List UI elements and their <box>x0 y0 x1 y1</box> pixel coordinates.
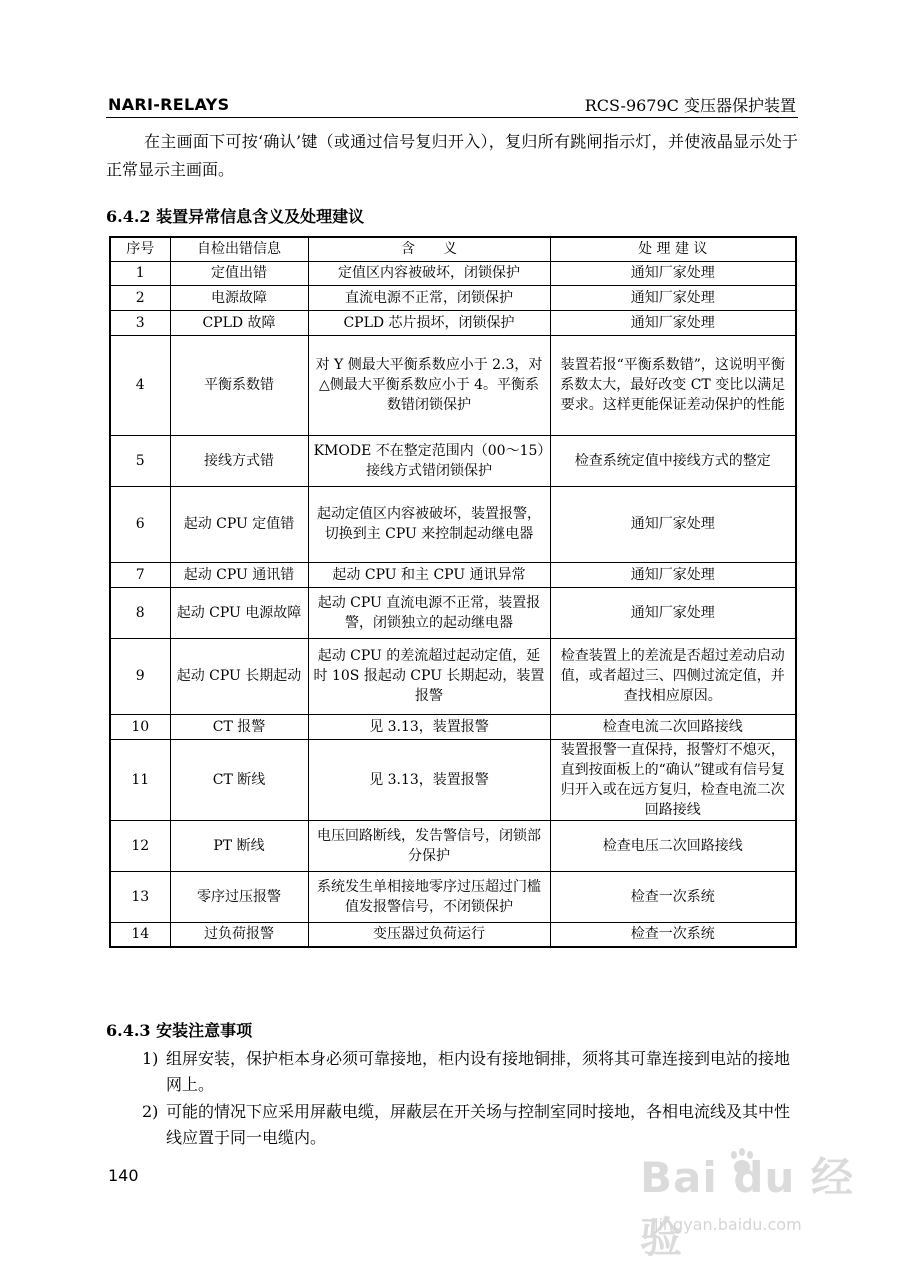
cell-no: 7 <box>110 562 170 587</box>
table-row <box>110 714 796 739</box>
cell-info: 起动 CPU 通讯错 <box>170 562 308 587</box>
cell-meaning: 起动 CPU 的差流超过起动定值，延时 10S 报起动 CPU 长期起动，装置报警 <box>308 638 550 714</box>
table-row <box>110 587 796 638</box>
cell-meaning: KMODE 不在整定范围内（00～15）接线方式错闭锁保护 <box>308 435 550 486</box>
cell-meaning: 电压回路断线，发告警信号，闭锁部分保护 <box>308 820 550 871</box>
table-row <box>110 820 796 871</box>
table-row <box>110 739 796 820</box>
table-header-row <box>110 237 796 261</box>
cell-meaning: 起动定值区内容被破坏，装置报警，切换到主 CPU 来控制起动继电器 <box>308 486 550 562</box>
error-info-table <box>109 236 797 948</box>
paw-icon <box>728 1147 756 1177</box>
cell-no: 14 <box>110 922 170 947</box>
cell-no: 3 <box>110 310 170 335</box>
cell-info: 起动 CPU 长期起动 <box>170 638 308 714</box>
cell-advice: 通知厂家处理 <box>550 310 796 335</box>
cell-advice: 通知厂家处理 <box>550 587 796 638</box>
table-row <box>110 871 796 922</box>
col-header-meaning: 含 义 <box>308 237 550 261</box>
cell-info: 电源故障 <box>170 285 308 310</box>
list-item-number: 2) <box>142 1102 159 1121</box>
cell-no: 1 <box>110 261 170 285</box>
table-row <box>110 562 796 587</box>
cell-no: 8 <box>110 587 170 638</box>
cell-advice: 通知厂家处理 <box>550 285 796 310</box>
table-row <box>110 285 796 310</box>
cell-no: 6 <box>110 486 170 562</box>
header-title: RCS-9679C 变压器保护装置 <box>584 96 796 115</box>
cell-info: 零序过压报警 <box>170 871 308 922</box>
cell-info: 起动 CPU 电源故障 <box>170 587 308 638</box>
cell-info: CPLD 故障 <box>170 310 308 335</box>
cell-info: 定值出错 <box>170 261 308 285</box>
cell-info: 过负荷报警 <box>170 922 308 947</box>
cell-meaning: 定值区内容被破坏，闭锁保护 <box>308 261 550 285</box>
cell-advice: 装置报警一直保持，报警灯不熄灭，直到按面板上的“确认”键或有信号复归开入或在远方复归，检查电流二次回路接线 <box>550 739 796 820</box>
list-item-text: 可能的情况下应采用屏蔽电缆，屏蔽层在开关场与控制室同时接地，各相电流线及其中性线应置于同一电缆内。 <box>166 1102 791 1147</box>
table-row <box>110 435 796 486</box>
cell-meaning: 变压器过负荷运行 <box>308 922 550 947</box>
table-row <box>110 310 796 335</box>
list-item <box>106 1099 798 1151</box>
table-body <box>110 261 796 947</box>
cell-advice: 检查系统定值中接线方式的整定 <box>550 435 796 486</box>
cell-info: 接线方式错 <box>170 435 308 486</box>
col-header-no: 序号 <box>110 237 170 261</box>
table-row <box>110 922 796 947</box>
col-header-info: 自检出错信息 <box>170 237 308 261</box>
list-item <box>106 1046 798 1098</box>
table-row <box>110 486 796 562</box>
table-row <box>110 638 796 714</box>
cell-advice: 检查装置上的差流是否超过差动启动值，或者超过三、四侧过流定值，并查找相应原因。 <box>550 638 796 714</box>
cell-advice: 通知厂家处理 <box>550 486 796 562</box>
cell-no: 9 <box>110 638 170 714</box>
cell-advice: 通知厂家处理 <box>550 261 796 285</box>
cell-advice: 检查电压二次回路接线 <box>550 820 796 871</box>
cell-info: 平衡系数错 <box>170 335 308 435</box>
watermark-logo: Bai du 经验 <box>640 1153 854 1262</box>
watermark-url: jingyan.baidu.com <box>654 1215 802 1234</box>
cell-meaning: 起动 CPU 直流电源不正常，装置报警，闭锁独立的起动继电器 <box>308 587 550 638</box>
cell-meaning: 见 3.13，装置报警 <box>308 739 550 820</box>
cell-meaning: 见 3.13，装置报警 <box>308 714 550 739</box>
cell-no: 13 <box>110 871 170 922</box>
cell-info: 起动 CPU 定值错 <box>170 486 308 562</box>
cell-no: 10 <box>110 714 170 739</box>
install-notes-list <box>106 1046 798 1152</box>
cell-meaning: 起动 CPU 和主 CPU 通讯异常 <box>308 562 550 587</box>
list-item-text: 组屏安装，保护柜本身必须可靠接地，柜内设有接地铜排，须将其可靠连接到电站的接地网上。 <box>166 1049 791 1094</box>
cell-no: 4 <box>110 335 170 435</box>
cell-advice: 检查一次系统 <box>550 871 796 922</box>
cell-no: 2 <box>110 285 170 310</box>
cell-info: CT 报警 <box>170 714 308 739</box>
baidu-jingyan-watermark <box>640 1145 880 1262</box>
section-heading-642: 6.4.2 装置异常信息含义及处理建议 <box>106 207 365 226</box>
cell-advice: 装置若报“平衡系数错”，这说明平衡系数太大，最好改变 CT 变比以满足要求。这样更能保证差动保护的性能 <box>550 335 796 435</box>
header-brand: NARI-RELAYS <box>108 95 230 114</box>
cell-no: 5 <box>110 435 170 486</box>
intro-paragraph: 在主画面下可按‘确认’键（或通过信号复归开入），复归所有跳闸指示灯，并使液晶显示处于正常显示主画面。 <box>106 132 798 179</box>
cell-no: 11 <box>110 739 170 820</box>
table-row <box>110 335 796 435</box>
cell-advice: 检查电流二次回路接线 <box>550 714 796 739</box>
table-row <box>110 261 796 285</box>
list-item-number: 1) <box>142 1049 159 1068</box>
cell-no: 12 <box>110 820 170 871</box>
section-heading-643: 6.4.3 安装注意事项 <box>106 1021 253 1040</box>
cell-info: PT 断线 <box>170 820 308 871</box>
cell-meaning: 系统发生单相接地零序过压超过门槛值发报警信号，不闭锁保护 <box>308 871 550 922</box>
header-rule <box>106 117 798 118</box>
cell-advice: 通知厂家处理 <box>550 562 796 587</box>
cell-info: CT 断线 <box>170 739 308 820</box>
cell-meaning: CPLD 芯片损坏，闭锁保护 <box>308 310 550 335</box>
cell-advice: 检查一次系统 <box>550 922 796 947</box>
page-number: 140 <box>108 1166 139 1185</box>
col-header-advice: 处 理 建 议 <box>550 237 796 261</box>
cell-meaning: 对 Y 侧最大平衡系数应小于 2.3，对△侧最大平衡系数应小于 4。平衡系数错闭锁保护 <box>308 335 550 435</box>
cell-meaning: 直流电源不正常，闭锁保护 <box>308 285 550 310</box>
